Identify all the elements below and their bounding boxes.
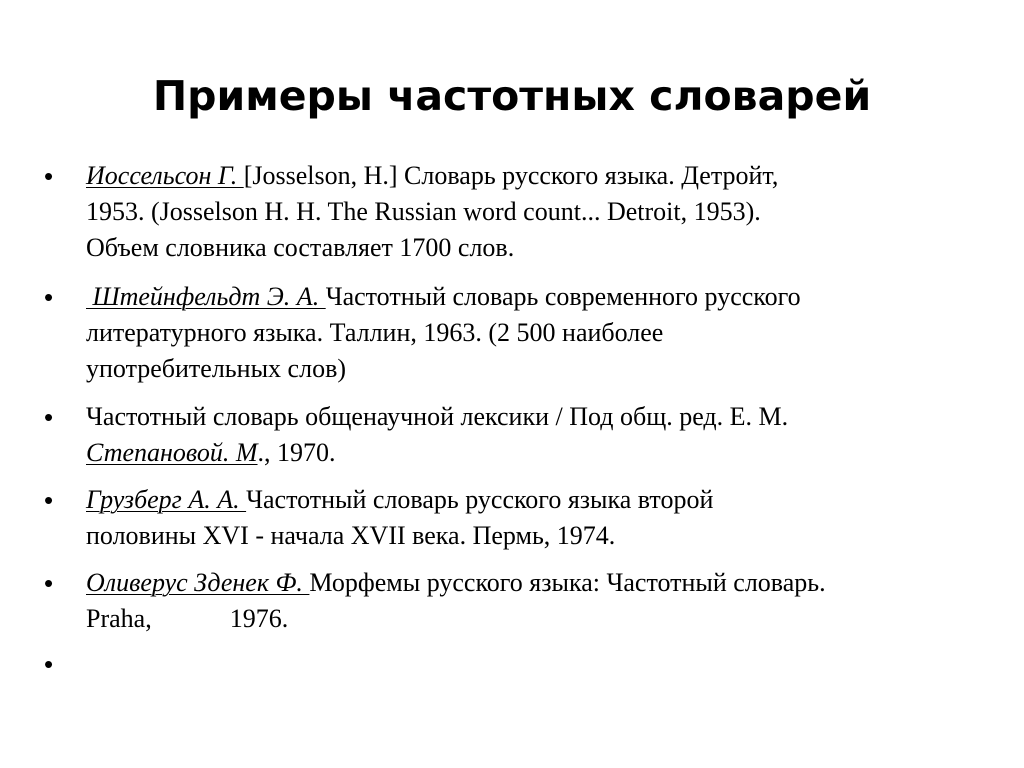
author-link[interactable]: Оливерус Зденек Ф.	[86, 568, 310, 597]
item-text	[86, 158, 991, 266]
item-line: Объем словника составляет 1700 слов.	[86, 233, 515, 262]
item-line	[86, 435, 991, 471]
bullet-icon: •	[44, 282, 54, 312]
item-line: 1953. (Josselson H. H. The Russian word count... Detroit, 1953).	[86, 197, 761, 226]
item-line: употребительных слов)	[86, 354, 346, 383]
bullet-icon: •	[44, 649, 54, 679]
item-line	[86, 565, 991, 601]
item-text	[86, 565, 991, 637]
item-line	[86, 279, 991, 315]
item-line-rest: ., 1970.	[257, 438, 336, 467]
item-line-rest: [Josselson, H.] Словарь русского языка. Детройт,	[243, 161, 779, 190]
bullet-icon: •	[44, 402, 54, 432]
author-link[interactable]: Иоссельсон Г.	[86, 161, 244, 190]
bullet-icon: •	[44, 161, 54, 191]
author-link[interactable]: Штейнфельдт Э. А.	[86, 282, 326, 311]
item-line	[86, 482, 991, 518]
slide-title: Примеры частотных словарей	[152, 72, 872, 120]
item-text	[86, 279, 991, 387]
author-link[interactable]: Грузберг А. А.	[86, 485, 247, 514]
item-line: половины XVI - начала XVII века. Пермь, 1974.	[86, 521, 616, 550]
item-line-rest: Частотный словарь русского языка второй	[246, 485, 714, 514]
item-line-rest: Морфемы русского языка: Частотный словарь.	[309, 568, 826, 597]
item-line: Praha, 1976.	[86, 604, 289, 633]
item-line: Частотный словарь общенаучной лексики / Под общ. ред. Е. М.	[86, 402, 789, 431]
bullet-icon: •	[44, 568, 54, 598]
item-line	[86, 158, 991, 194]
author-link[interactable]: Степановой. М	[86, 438, 258, 467]
item-text	[86, 482, 991, 554]
item-text	[86, 399, 991, 471]
item-line-rest: Частотный словарь современного русского	[325, 282, 801, 311]
bullet-icon: •	[44, 485, 54, 515]
item-line: литературного языка. Таллин, 1963. (2 500 наиболее	[86, 318, 664, 347]
